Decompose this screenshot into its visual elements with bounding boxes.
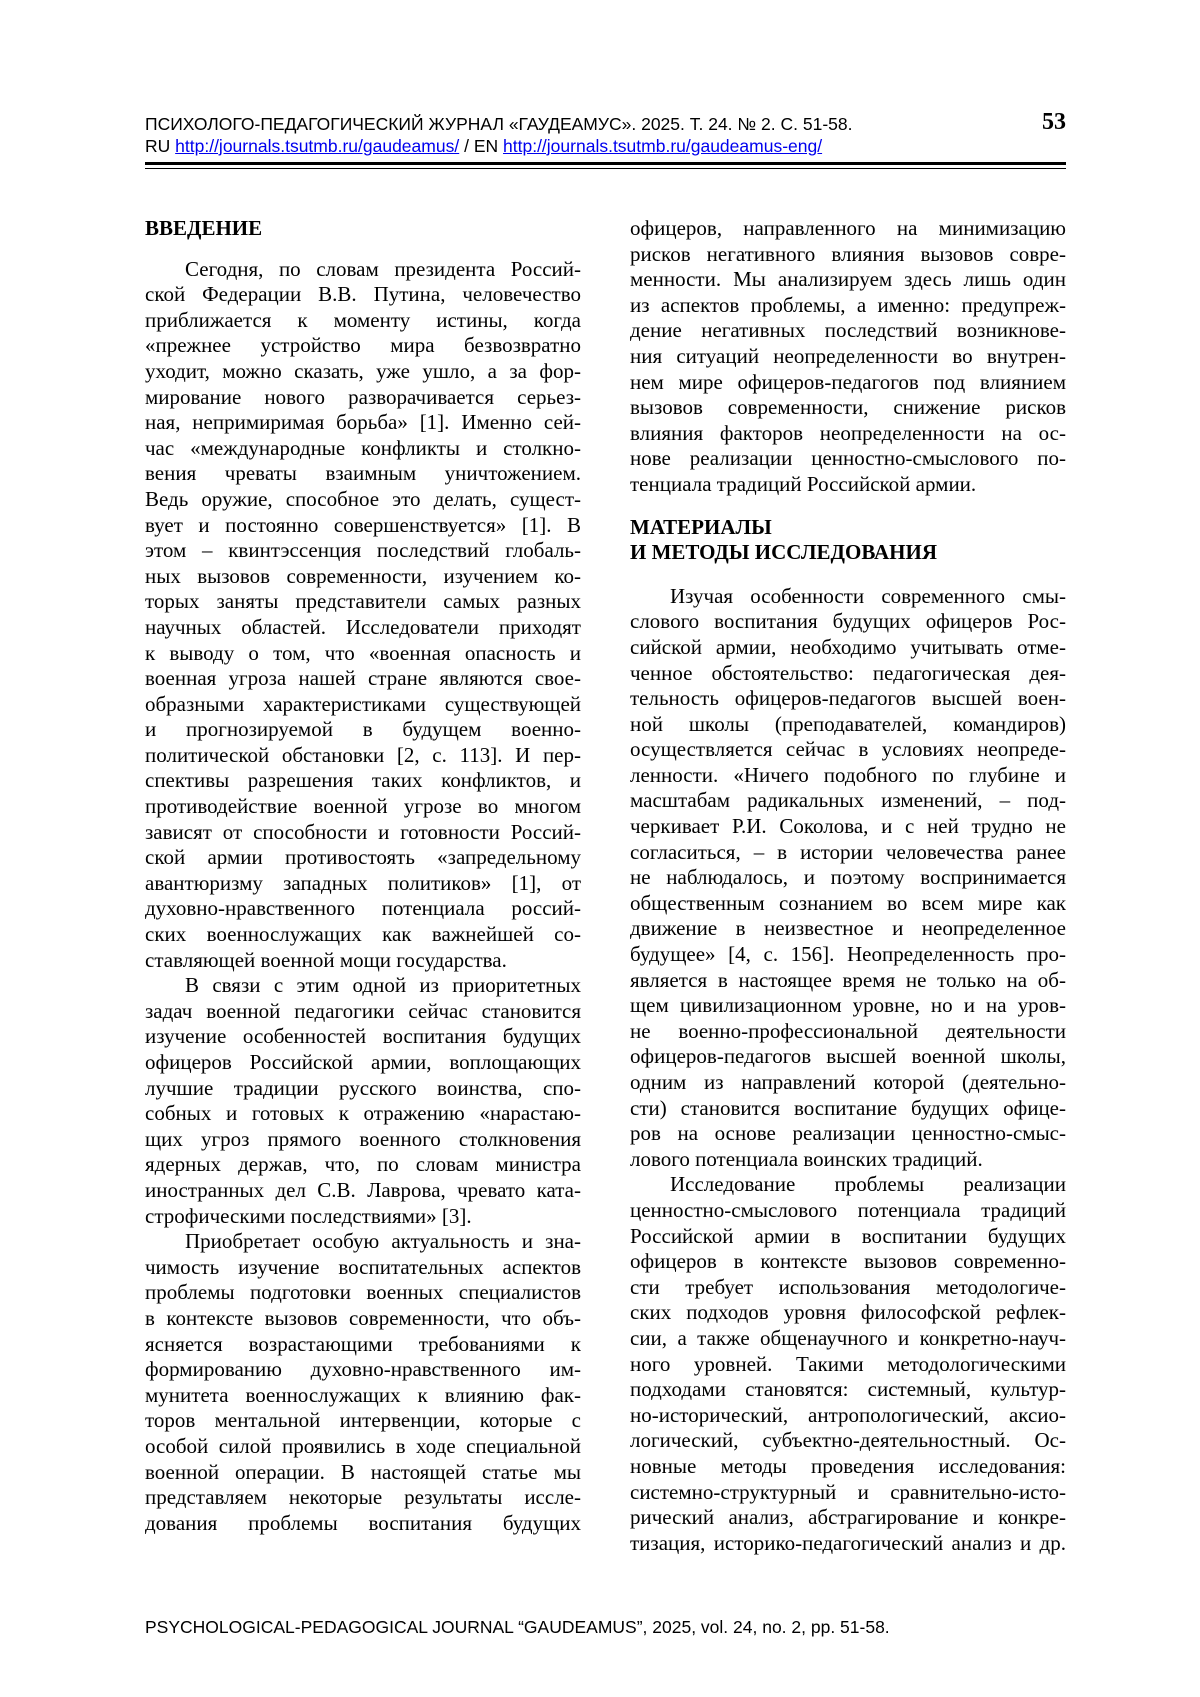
text-line: ная, непримиримая борьба» [1]. Именно сей- — [145, 410, 581, 435]
text-line: военной операции. В настоящей статье мы — [145, 1459, 581, 1484]
text-line: научных областей. Исследователи приходят — [145, 614, 581, 639]
text-line: из аспектов проблемы, а именно: предупреж- — [630, 292, 1066, 317]
text-line: является в настоящее время не только на об- — [630, 967, 1066, 992]
text-line: рический анализ, абстрагирование и конкре- — [630, 1505, 1066, 1530]
links-separator: / — [464, 136, 469, 156]
text-line: торов ментальной интервенции, которые с — [145, 1408, 581, 1433]
text-line: системно-структурный и сравнительно-исто- — [630, 1479, 1066, 1504]
text-line: приближается к моменту истины, когда — [145, 307, 581, 332]
text-line: одним из направлений которой (деятельно- — [630, 1070, 1066, 1094]
text-line: духовно-нравственного потенциала россий- — [145, 896, 581, 921]
text-line: вует и постоянно совершенствуется» [1]. В — [145, 512, 581, 537]
text-line: общественным сознанием во всем мире как — [630, 890, 1066, 915]
text-line: Изучая особенности современного смы- — [670, 583, 1066, 608]
left-column — [145, 216, 581, 1536]
text-line: лучшие традиции русского воинства, спо- — [145, 1075, 581, 1100]
text-line: мирование нового разворачивается серьез- — [145, 384, 581, 409]
ru-label: RU — [145, 136, 171, 156]
text-line: офицеров, направленного на минимизацию — [630, 216, 1066, 240]
text-line: влияния факторов неопределенности на ос- — [630, 420, 1066, 445]
text-line: сийской армии, необходимо учитывать отме- — [630, 634, 1066, 659]
ru-journal-link[interactable]: http://journals.tsutmb.ru/gaudeamus/ — [175, 136, 460, 156]
text-line: ных вызовов современности, изучением ко- — [145, 563, 581, 588]
page-number: 53 — [1042, 109, 1066, 135]
text-line: ния ситуаций неопределенности во внутрен- — [630, 343, 1066, 368]
text-line: лового потенциала воинских традиций. — [630, 1146, 983, 1171]
text-line: ских военнослужащих как важнейшей со- — [145, 922, 581, 947]
text-line: менности. Мы анализируем здесь лишь один — [630, 267, 1066, 292]
text-line: слового воспитания будущих офицеров Рос- — [630, 609, 1066, 634]
text-line: но-исторический, антропологический, аксио- — [630, 1402, 1066, 1427]
text-line: ской армии противостоять «запредельному — [145, 845, 581, 870]
text-line: и прогнозируемой в будущем военно- — [145, 717, 581, 742]
text-line: противодействие военной угрозе во многом — [145, 794, 581, 819]
paragraph — [145, 1229, 581, 1536]
text-line: черкивает Р.И. Соколова, и с ней трудно не — [630, 814, 1066, 839]
paragraph — [630, 1172, 1066, 1556]
heading-line: МАТЕРИАЛЫ — [630, 514, 772, 539]
text-line: Сегодня, по словам президента Россий- — [185, 256, 581, 281]
text-line: офицеров Российской армии, воплощающих — [145, 1050, 581, 1074]
text-line: изучение особенностей воспитания будущих — [145, 1024, 581, 1049]
text-line: согласиться, – в истории человечества ранее — [630, 839, 1066, 864]
text-line: ченное обстоятельство: педагогическая дея- — [630, 660, 1066, 685]
text-line: дования проблемы воспитания будущих — [145, 1510, 581, 1535]
text-line: мунитета военнослужащих к влиянию фак- — [145, 1382, 581, 1407]
text-line: сти требует использования методологиче- — [630, 1274, 1066, 1299]
text-line: представляем некоторые результаты иссле- — [145, 1485, 581, 1510]
header-rule-thin — [145, 168, 1066, 169]
text-line: ясняется возрастающими требованиями к — [145, 1331, 581, 1356]
en-label: EN — [473, 136, 499, 156]
text-line: спективы разрешения таких конфликтов, и — [145, 768, 581, 793]
text-line: иностранных дел С.В. Лаврова, чревато ката- — [145, 1177, 581, 1202]
footer-citation: PSYCHOLOGICAL-PEDAGOGICAL JOURNAL “GAUDEAMUS”, 2025, vol. 24, no. 2, pp. 51-58. — [145, 1617, 890, 1637]
section-heading-introduction: ВВЕДЕНИЕ — [145, 216, 263, 240]
text-line: сии, а также общенаучного и конкретно-науч- — [630, 1325, 1066, 1350]
text-line: офицеров в контексте вызовов современно- — [630, 1249, 1066, 1274]
paragraph-continuation — [630, 216, 1066, 498]
text-line: этом – квинтэссенция последствий глобаль- — [145, 538, 581, 563]
text-line: новные методы проведения исследования: — [630, 1453, 1066, 1478]
right-column — [630, 216, 1066, 1556]
paragraph — [145, 973, 581, 1229]
text-line: вения чреваты взаимным уничтожением. — [145, 461, 581, 486]
text-line: ценностно-смыслового потенциала традиций — [630, 1197, 1066, 1222]
paragraph — [145, 257, 581, 974]
text-line: ставляющей военной мощи государства. — [145, 947, 507, 972]
text-line: авантюризму западных политиков» [1], от — [145, 870, 581, 895]
text-line: тенциала традиций Российской армии. — [630, 471, 977, 496]
heading-line: И МЕТОДЫ ИССЛЕДОВАНИЯ — [630, 540, 938, 565]
text-line: дение негативных последствий возникнове- — [630, 318, 1066, 343]
text-line: формированию духовно-нравственного им- — [145, 1357, 581, 1382]
text-line: в контексте вызовов современности, что объ- — [145, 1305, 581, 1330]
text-line: ядерных держав, что, по словам министра — [145, 1152, 581, 1177]
text-line: военная угроза нашей стране являются свое- — [145, 666, 581, 691]
text-line: ской Федерации В.В. Путина, человечество — [145, 282, 581, 307]
text-line: масштабам радикальных изменений, – под- — [630, 788, 1066, 813]
text-line: логический, субъектно-деятельностный. Ос- — [630, 1428, 1066, 1453]
text-line: тизация, историко-педагогический анализ и др. — [630, 1530, 1066, 1555]
text-line: будущее» [4, с. 156]. Неопределенность про- — [630, 942, 1066, 967]
text-line: движение в неизвестное и неопределенное — [630, 916, 1066, 941]
text-line: торых заняты представители самых разных — [145, 589, 581, 614]
text-line: собных и готовых к отражению «нарастаю- — [145, 1101, 581, 1126]
text-line: офицеров-педагогов высшей военной школы, — [630, 1044, 1066, 1069]
text-line: ров на основе реализации ценностно-смыс- — [630, 1121, 1066, 1146]
text-line: политической обстановки [2, с. 113]. И пер- — [145, 742, 581, 767]
en-journal-link[interactable]: http://journals.tsutmb.ru/gaudeamus-eng/ — [503, 136, 823, 156]
text-line: задач военной педагогики сейчас становится — [145, 998, 581, 1023]
text-line: вызовов современности, снижение рисков — [630, 395, 1066, 420]
text-line: проблемы подготовки военных специалистов — [145, 1280, 581, 1305]
text-line: щем цивилизационном уровне, но и на уров- — [630, 993, 1066, 1018]
text-line: зависят от способности и готовности Россий- — [145, 819, 581, 844]
text-line: час «международные конфликты и столкно- — [145, 435, 581, 460]
text-line: ного уровней. Такими методологическими — [630, 1351, 1066, 1376]
text-line: рисков негативного влияния вызовов совре- — [630, 241, 1066, 266]
text-line: не военно-профессиональной деятельности — [630, 1018, 1066, 1043]
text-line: «прежнее устройство мира безвозвратно — [145, 333, 581, 358]
text-line: осуществляется сейчас в условиях неопреде- — [630, 737, 1066, 762]
text-line: В связи с этим одной из приоритетных — [185, 973, 581, 998]
text-line: подходами становятся: системный, культур- — [630, 1377, 1066, 1402]
text-line: сти) становится воспитание будущих офице- — [630, 1095, 1066, 1120]
text-line: образными характеристиками существующей — [145, 691, 581, 716]
paragraph — [630, 584, 1066, 1173]
text-line: ленности. «Ничего подобного по глубине и — [630, 762, 1066, 787]
text-line: Приобретает особую актуальность и зна- — [185, 1229, 581, 1254]
text-line: щих угроз прямого военного столкновения — [145, 1126, 581, 1151]
text-line: ских подходов уровня философской рефлек- — [630, 1300, 1066, 1325]
text-line: тельность офицеров-педагогов высшей воен- — [630, 686, 1066, 711]
text-line: нем мире офицеров-педагогов под влиянием — [630, 369, 1066, 394]
header-rule-thick — [145, 162, 1066, 165]
text-line: не наблюдалось, и поэтому воспринимается — [630, 865, 1066, 890]
section-heading-materials-methods — [630, 515, 1066, 566]
text-line: к выводу о том, что «военная опасность и — [145, 640, 581, 665]
text-line: уходит, можно сказать, уже ушло, а за фор- — [145, 358, 581, 383]
text-line: Исследование проблемы реализации — [670, 1172, 1066, 1197]
text-line: особой силой проявились в ходе специальной — [145, 1433, 581, 1458]
journal-links-line — [145, 136, 822, 157]
journal-title-line: ПСИХОЛОГО-ПЕДАГОГИЧЕСКИЙ ЖУРНАЛ «ГАУДЕАМУС». 2025. Т. 24. № 2. С. 51-58. — [145, 114, 853, 134]
text-line: Российской армии в воспитании будущих — [630, 1223, 1066, 1248]
text-line: строфическими последствиями» [3]. — [145, 1203, 472, 1228]
text-line: Ведь оружие, способное это делать, сущест- — [145, 486, 581, 511]
text-line: ной школы (преподавателей, командиров) — [630, 711, 1066, 736]
text-line: чимость изучение воспитательных аспектов — [145, 1254, 581, 1279]
text-line: нове реализации ценностно-смыслового по- — [630, 446, 1066, 471]
